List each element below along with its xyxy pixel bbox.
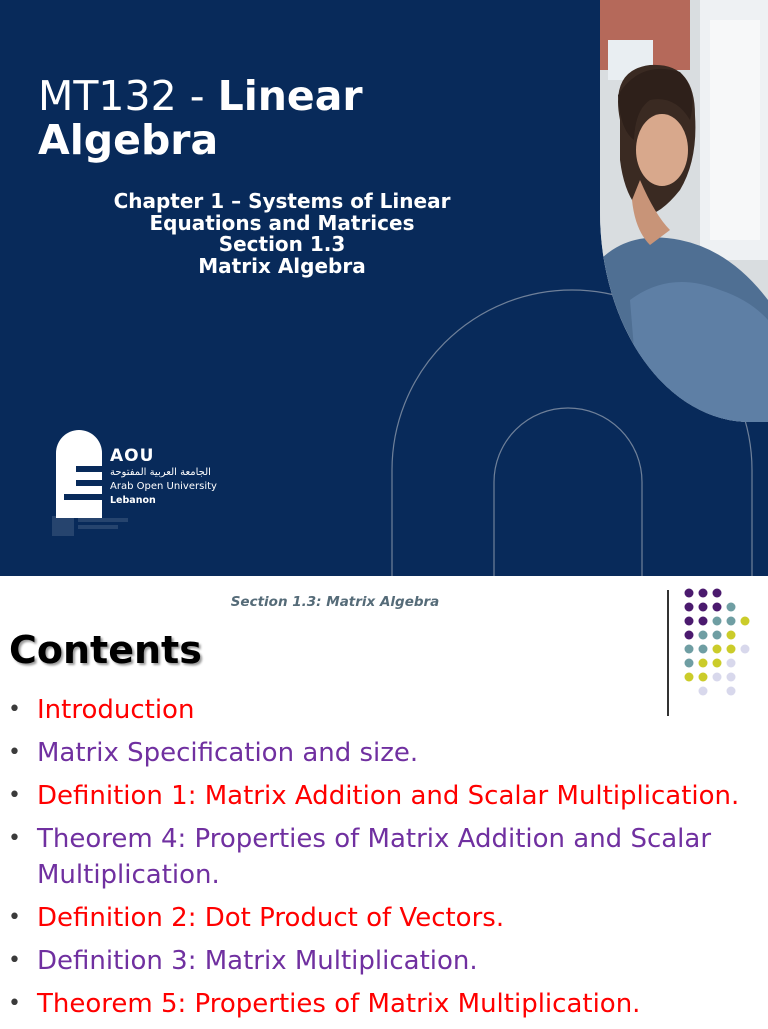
bullet-icon: •	[8, 991, 21, 1016]
list-item	[8, 735, 763, 771]
subtitle-line: Equations and Matrices	[149, 210, 415, 235]
list-item-text: Definition 3: Matrix Multiplication.	[37, 946, 478, 976]
course-title	[38, 74, 518, 162]
contents-slide	[0, 576, 768, 1024]
bullet-icon: •	[8, 948, 21, 973]
bullet-icon: •	[8, 783, 21, 808]
logo-abbr: AOU	[110, 446, 155, 466]
contents-title: Contents	[9, 628, 202, 672]
logo-arch-icon	[56, 430, 102, 518]
list-item-text: Theorem 4: Properties of Matrix Addition and Scalar Multiplication.	[37, 824, 712, 890]
logo-text	[110, 446, 217, 508]
logo-bar	[76, 480, 102, 486]
list-item	[8, 943, 763, 979]
logo-bar	[64, 494, 102, 500]
decorative-dots	[680, 586, 760, 696]
title-separator: -	[176, 72, 218, 120]
section-header: Section 1.3: Matrix Algebra	[230, 594, 440, 610]
subtitle-line: Section 1.3	[218, 232, 346, 256]
list-item-text: Definition 1: Matrix Addition and Scalar Multiplication.	[37, 781, 740, 811]
subtitle-line: Matrix Algebra	[198, 253, 366, 278]
logo-bar	[76, 466, 102, 472]
logo-english-name: Arab Open University	[110, 481, 217, 492]
list-item	[8, 900, 763, 936]
bullet-icon: •	[8, 740, 21, 765]
logo-shadow	[52, 516, 132, 536]
list-item	[8, 778, 763, 814]
bullet-icon: •	[8, 697, 21, 722]
list-item-text: Matrix Specification and size.	[37, 738, 419, 768]
list-item-text: Definition 2: Dot Product of Vectors.	[37, 903, 505, 933]
list-item	[8, 986, 763, 1022]
course-code: MT132	[38, 72, 177, 120]
list-item	[8, 692, 763, 728]
bullet-icon: •	[8, 826, 21, 851]
bullet-icon: •	[8, 905, 21, 930]
subtitle-line: Chapter 1 – Systems of Linear	[113, 189, 451, 213]
list-item-text: Introduction	[37, 695, 195, 725]
logo-branch: Lebanon	[110, 495, 156, 506]
contents-list	[8, 692, 763, 1029]
chapter-subtitle	[52, 191, 512, 277]
list-item-text: Theorem 5: Properties of Matrix Multiplication.	[37, 989, 641, 1019]
aou-logo	[50, 428, 240, 543]
course-name: Linear Algebra	[38, 72, 363, 164]
list-item	[8, 821, 763, 893]
logo-arabic-name: الجامعة العربية المفتوحة	[110, 467, 211, 478]
